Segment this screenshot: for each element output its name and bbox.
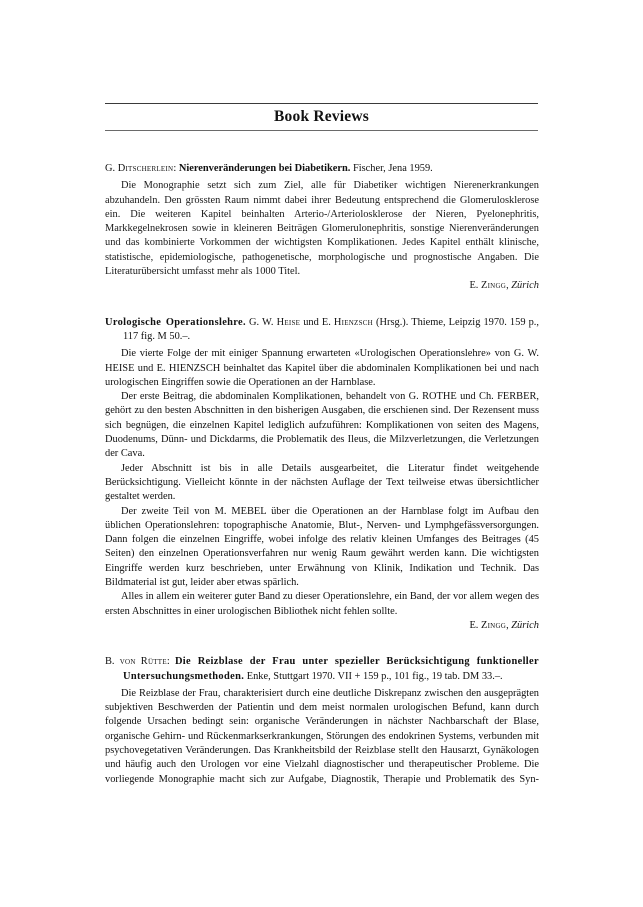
signature-comma: , (506, 280, 512, 292)
review-paragraph: Die Reizblase der Frau, charakterisiert durch eine deutliche Diskrepanz zwischen den ausgeprägten subjektiven Beschwerden der Patientin und dem meist normalen urologischen Befund, kann durch folgende Ursachen bedingt sein: organische Veränderungen in nächster Nachbarschaft der Blase, organische Gehirn- und Rückenmarkserkrankungen, Störungen des endokrinen Systems, verbunden mit psychovegetativen Veränderungen. Das Krankheitsbild der Reizblase stellt den Hausarzt, Gynäkologen und häufig auch den Urologen vor eine Vielzahl diagnostischer und therapeutischer Probleme. Die vorliegende Monographie macht sich zur Aufgabe, Diagnostik, Therapie und Problematik des Syn- (105, 687, 539, 785)
book-imprint: Fischer, Jena 1959. (350, 163, 433, 174)
review-von-ruette (105, 655, 539, 801)
editors-mid: und E. (300, 316, 334, 328)
page-title: Book Reviews (274, 108, 369, 125)
reviewer-initial: E. (469, 619, 481, 631)
review-paragraph: Die vierte Folge der mit einiger Spannung erwarteten «Urologischen Operationslehre» von G. W. HEISE und E. HIENZSCH beinhaltet das Kapitel über die abdominalen Komplikationen bei und nach urologischen Eingriffen sowie die Operationen an der Harnblase. (105, 348, 539, 388)
author-surname: Ditscherlein (117, 163, 174, 174)
book-title: Urologische Operationslehre. (105, 316, 246, 328)
masthead-rule-bottom (105, 130, 538, 131)
author-initial: G. (105, 163, 118, 174)
review-paragraph: Die Monographie setzt sich zum Ziel, alle für Diabetiker wichtigen Nierenerkrankungen abzuhandeln. Den grössten Raum nimmt dabei ihrer Bedeutung entsprechend die Glomerulosklerose ein. Die weiteren Kapitel beinhalten Arterio-/Arteriolosklerose der Nieren, Pyelonephritis, Markkegelnekrosen sowie in kleineren Beiträgen Glomerulonephritis, sonstige Nierenveränderungen und das kombinierte Vorkommen der wichtigsten Komplikationen. Jedes Kapitel enthält klinische, statistische, epidemiologische, pathogenetische, morphologische und prognostische Angaben. Die Literaturübersicht umfasst mehr als 1000 Titel. (105, 180, 539, 278)
review-paragraph: Alles in allem ein weiterer guter Band zu dieser Operationslehre, ein Band, der vor allem wegen des ersten Abschnittes in einer urologischen Bibliothek nicht fehlen sollte. (105, 591, 539, 617)
heading-separator: : (173, 163, 179, 174)
text-column (105, 162, 539, 801)
editor-name-2: Hienzsch (333, 316, 373, 328)
review-signature (105, 279, 539, 293)
reviewer-surname: Zingg (480, 619, 507, 631)
review-paragraph: Der zweite Teil von M. MEBEL über die Operationen an der Harnblase folgt im Aufbau den üblichen Operationslehren: topographische Anatomie, Blut-, Nerven- und Lymphgefässversorgungen. Dann folgen die einzelnen Eingriffe, wobei infolge des relativ kleinen Umfanges des Beitrages (45 Seiten) den einzelnen Operationsverfahren nur wenig Raum gewährt werden kann. Die wichtigsten Eingriffe werden kurz beschrieben, unter Erwähnung von Klinik, Indikation und Technik. Das Bildmaterial ist gut, leider aber etwas spärlich. (105, 505, 539, 589)
reviewer-city: Zürich (511, 619, 539, 631)
review-heise-hienzsch (105, 316, 539, 634)
review-heading (105, 316, 539, 345)
author-initial: B. (105, 656, 120, 668)
author-surname: Rütte (140, 656, 167, 668)
review-paragraph: Der erste Beitrag, die abdominalen Komplikationen, behandelt von G. ROTHE und Ch. FERBER, gehört zu den besten Abschnitten in den bisherigen Ausgaben, die erschienen sind. Der Rezensent muss sich begnügen, die einzelnen Kapitel lediglich aufzuführen: Komplikationen von seiten des Magens, Duodenums, Dünn- und Dickdarms, die Problematik des Ileus, die Milzverletzungen, die Verletzungen der Cava. (105, 391, 539, 460)
review-spacer (105, 294, 539, 316)
author-particle: von (119, 656, 136, 668)
review-signature (105, 619, 539, 633)
book-imprint: Enke, Stuttgart 1970. VII + 159 p., 101 fig., 19 tab. DM 33.–. (244, 670, 503, 682)
book-imprint: (Hrsg.). Thieme, Leipzig 1970. 159 p., 117 fig. M 50.–. (123, 316, 539, 342)
review-paragraph: Jeder Abschnitt ist bis in alle Details ausgearbeitet, die Literatur findet weitgehende Berücksichtigung. Vielleicht könnte in der nächsten Auflage der Text teilweise etwas übersichtlicher gestaltet werden. (105, 462, 539, 503)
editors-pre: G. W. (245, 316, 277, 328)
editor-name-1: Heise (276, 316, 301, 328)
book-title: Nierenveränderungen bei Diabetikern. (178, 163, 351, 174)
reviewer-city: Zürich (511, 280, 539, 292)
review-spacer (105, 633, 539, 655)
book-title: Die Reizblase der Frau unter spezieller Berücksichtigung funktioneller Untersuchungsmethoden. (123, 656, 539, 682)
review-heading (105, 162, 539, 176)
signature-comma: , (506, 619, 512, 631)
review-ditscherlein (105, 162, 539, 294)
reviewer-initial: E. (469, 280, 481, 292)
masthead (105, 103, 538, 131)
heading-separator: : (166, 656, 175, 668)
reviewer-surname: Zingg (480, 280, 507, 292)
review-heading (105, 655, 539, 684)
